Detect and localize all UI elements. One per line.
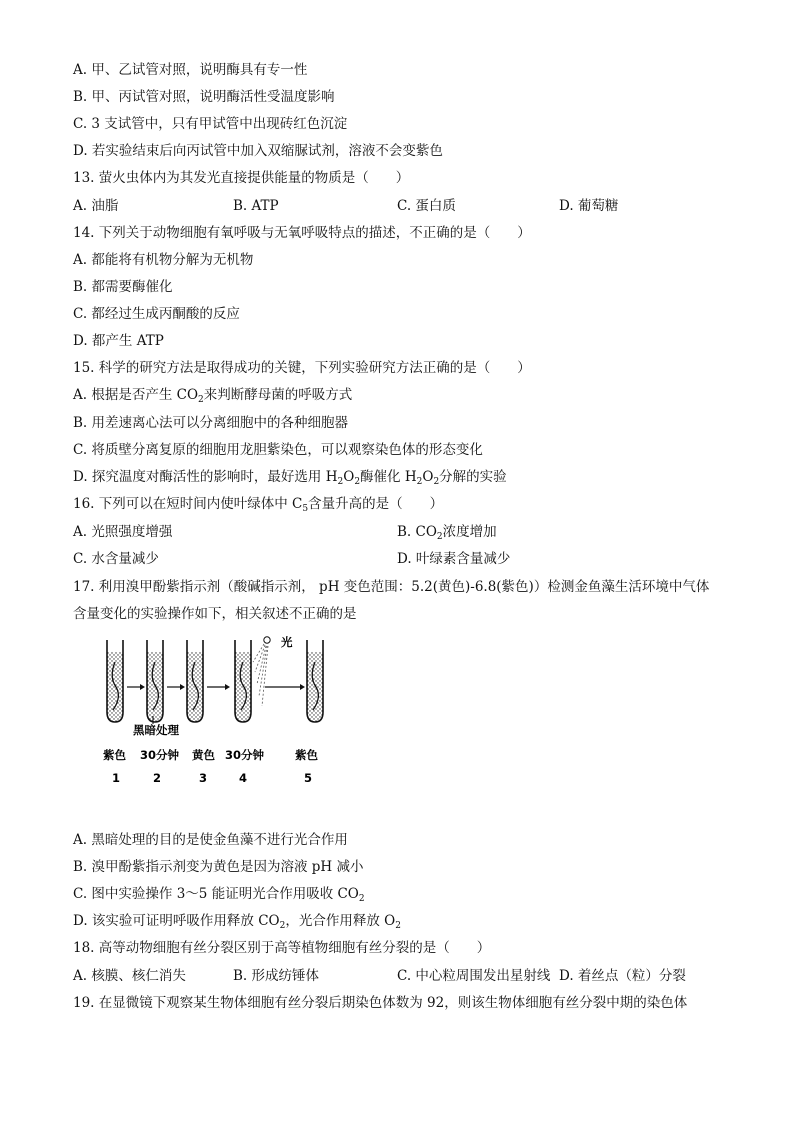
test-tube-4 — [234, 638, 252, 722]
label-tube-5: 紫色 — [295, 748, 318, 762]
test-tube-2 — [146, 638, 164, 722]
light-label: 光 — [281, 635, 293, 649]
q17-option-a: A. 黑暗处理的目的是使金鱼藻不进行光合作用 — [73, 832, 348, 848]
q13-option-b: B. ATP — [233, 198, 279, 214]
q16-option-d: D. 叶绿素含量减少 — [397, 551, 511, 567]
q17-stem-line1: 17. 利用溴甲酚紫指示剂（酸碱指示剂， pH 变色范围：5.2(黄色)-6.8(紫色)）检测金鱼藻生活环境中气体 — [73, 579, 710, 595]
q18-stem: 18. 高等动物细胞有丝分裂区别于高等植物细胞有丝分裂的是（ ） — [73, 940, 491, 956]
arrowhead-4-5 — [300, 684, 305, 690]
label-tube-3: 黄色 — [192, 748, 215, 762]
light-source-icon — [253, 637, 270, 706]
test-tube-3 — [186, 638, 204, 722]
q16-option-b: B. $CO_2$浓度增加 — [397, 524, 497, 542]
q14-option-d: D. 都产生 ATP — [73, 333, 164, 349]
q18-option-c: C. 中心粒周围发出星射线 — [397, 968, 551, 984]
q16-option-c: C. 水含量减少 — [73, 551, 159, 567]
q18-option-b: B. 形成纺锤体 — [233, 968, 320, 984]
q12-option-a: A. 甲、乙试管对照，说明酶具有专一性 — [73, 62, 308, 78]
q15-option-a: A. 根据是否产生 $CO_2$来判断酵母菌的呼吸方式 — [73, 387, 353, 405]
q18-option-d: D. 着丝点（粒）分裂 — [559, 968, 686, 984]
test-tube-1 — [106, 638, 124, 722]
number-1: 1 — [112, 771, 121, 785]
label-step-4: 30分钟 — [225, 748, 265, 762]
number-5: 5 — [304, 771, 313, 785]
q14-stem: 14. 下列关于动物细胞有氧呼吸与无氧呼吸特点的描述，不正确的是（ ） — [73, 225, 531, 241]
q15-option-d: D. 探究温度对酶活性的影响时，最好选用 $H_2O_2$酶催化 $H_2O_2$分解的实验 — [73, 469, 507, 487]
label-step-2: 30分钟 — [140, 748, 180, 762]
q14-option-b: B. 都需要酶催化 — [73, 279, 173, 295]
dark-treatment-label: 黑暗处理 — [133, 723, 179, 737]
q13-option-d: D. 葡萄糖 — [559, 198, 619, 214]
q17-figure — [95, 632, 355, 792]
q15-option-c: C. 将质壁分离复原的细胞用龙胆紫染色，可以观察染色体的形态变化 — [73, 442, 483, 458]
q18-option-a: A. 核膜、核仁消失 — [73, 968, 186, 984]
label-tube-1: 紫色 — [103, 748, 126, 762]
q16-option-a: A. 光照强度增强 — [73, 524, 173, 540]
arrowhead-3-4 — [225, 684, 230, 690]
number-3: 3 — [199, 771, 208, 785]
q13-option-a: A. 油脂 — [73, 198, 119, 214]
q17-option-d: D. 该实验可证明呼吸作用释放 $CO_2$，光合作用释放 $O_2$ — [73, 913, 401, 931]
q17-stem-line2: 含量变化的实验操作如下，相关叙述不正确的是 — [73, 606, 357, 622]
number-2: 2 — [153, 771, 162, 785]
q12-option-b: B. 甲、丙试管对照，说明酶活性受温度影响 — [73, 89, 335, 105]
q14-option-a: A. 都能将有机物分解为无机物 — [73, 252, 254, 268]
q13-stem: 13. 萤火虫体内为其发光直接提供能量的物质是（ ） — [73, 170, 410, 186]
q15-stem: 15. 科学的研究方法是取得成功的关键，下列实验研究方法正确的是（ ） — [73, 360, 531, 376]
q13-option-c: C. 蛋白质 — [397, 198, 456, 214]
q15-option-b: B. 用差速离心法可以分离细胞中的各种细胞器 — [73, 415, 349, 431]
q17-option-b: B. 溴甲酚紫指示剂变为黄色是因为溶液 pH 减小 — [73, 859, 364, 875]
arrowhead-1-2 — [140, 684, 145, 690]
q17-option-c: C. 图中实验操作 3～5 能证明光合作用吸收 $CO_2$ — [73, 886, 365, 904]
q14-option-c: C. 都经过生成丙酮酸的反应 — [73, 306, 240, 322]
arrowhead-2-3 — [180, 684, 185, 690]
number-4: 4 — [239, 771, 248, 785]
q12-option-d: D. 若实验结束后向丙试管中加入双缩脲试剂，溶液不会变紫色 — [73, 143, 443, 159]
q19-stem: 19. 在显微镜下观察某生物体细胞有丝分裂后期染色体数为 92，则该生物体细胞有丝分裂中期的染色体 — [73, 995, 688, 1011]
test-tube-5 — [306, 638, 324, 722]
q12-option-c: C. 3 支试管中，只有甲试管中出现砖红色沉淀 — [73, 116, 348, 132]
q16-stem: 16. 下列可以在短时间内使叶绿体中 $C_5$含量升高的是（ ） — [73, 496, 444, 514]
